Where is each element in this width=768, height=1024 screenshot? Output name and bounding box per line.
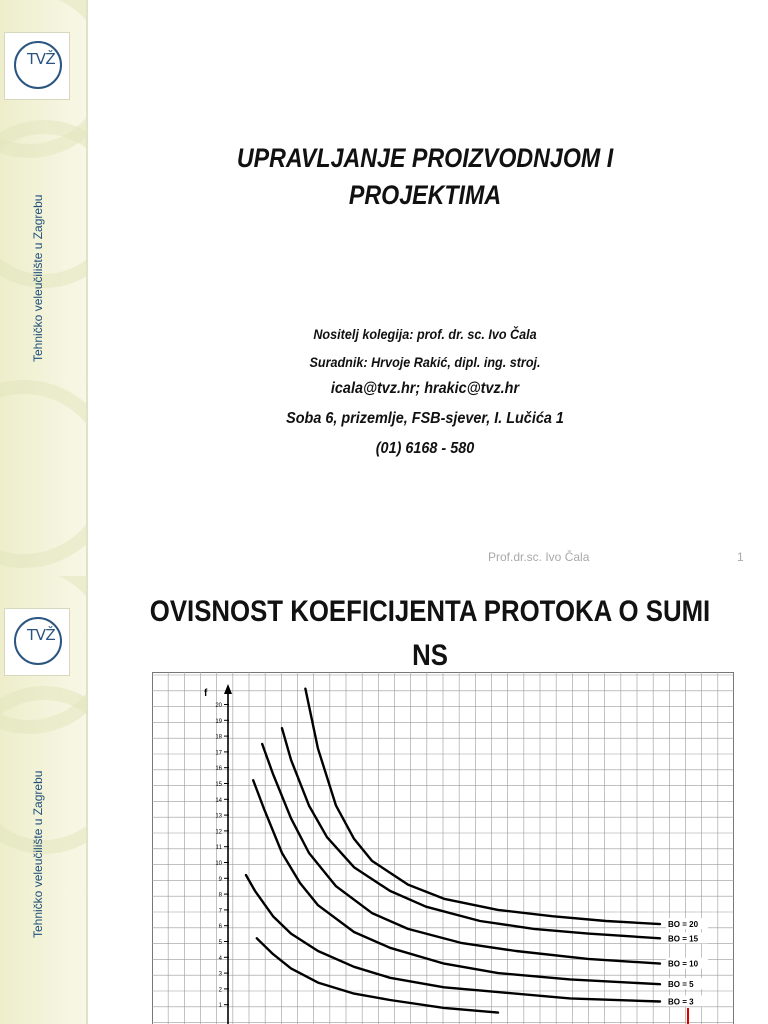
course-lead-line: Nositelj kolegija: prof. dr. sc. Ivo Čala [313,326,537,342]
y-tick-label: 13 [215,813,222,820]
office-line: Soba 6, prizemlje, FSB-sjever, I. Lučića 1 [286,410,564,427]
sidebar-divider [86,576,88,1024]
slide-title-line1: UPRAVLJANJE PROIZVODNJOM I [236,143,614,173]
y-tick-label: 6 [218,924,222,931]
y-tick-label: 17 [215,750,222,757]
series-label: BO = 15 [668,934,699,944]
y-tick-label: 9 [218,876,222,883]
y-tick-label: 4 [218,955,222,962]
y-tick-label: 12 [215,829,222,836]
slide-title [154,140,696,214]
y-tick-label: 15 [215,782,222,788]
slide-title-line1: OVISNOST KOEFICIJENTA PROTOKA O SUMI NS [149,595,711,672]
y-tick-label: 10 [215,861,222,867]
logo-text: TVŽ [27,50,56,68]
y-tick-label: 20 [215,703,222,709]
y-tick-label: 8 [218,892,222,899]
decorative-ring [0,380,86,568]
slide-sidebar [0,576,86,1024]
flow-coefficient-chart [152,672,734,1024]
y-tick-label: 18 [215,734,222,741]
logo-text: TVŽ [27,626,56,644]
y-tick-label: 5 [218,940,222,946]
y-tick-label: 19 [215,718,222,725]
y-tick-label: 14 [215,797,222,804]
y-tick-label: 11 [215,845,222,852]
footer-page-number: 1 [737,550,744,564]
assistant-line: Suradnik: Hrvoje Rakić, dipl. ing. stroj. [309,354,541,370]
phone-line: (01) 6168 - 580 [375,440,475,457]
y-tick-label: 2 [218,987,222,994]
series-label: BO = 5 [668,980,694,990]
sidebar-divider [86,0,88,576]
slide-sidebar [0,0,86,576]
email-line: icala@tvz.hr; hrakic@tvz.hr [330,380,520,397]
series-label: BO = 20 [668,920,699,930]
sidebar-institution-label: Tehničko veleučilište u Zagrebu [31,194,45,362]
series-label: BO = 10 [668,959,699,969]
footer-author: Prof.dr.sc. Ivo Čala [488,550,590,564]
y-tick-label: 7 [218,908,222,915]
y-tick-label: 3 [218,971,222,978]
y-axis-label: f [204,688,208,699]
y-tick-label: 1 [218,1003,222,1010]
y-tick-label: 16 [215,766,222,773]
chart-slide [0,576,768,1024]
sidebar-institution-label: Tehničko veleučilište u Zagrebu [31,770,45,938]
slide-title-line2: PROJEKTIMA [348,180,502,210]
series-label: BO = 3 [668,997,694,1007]
